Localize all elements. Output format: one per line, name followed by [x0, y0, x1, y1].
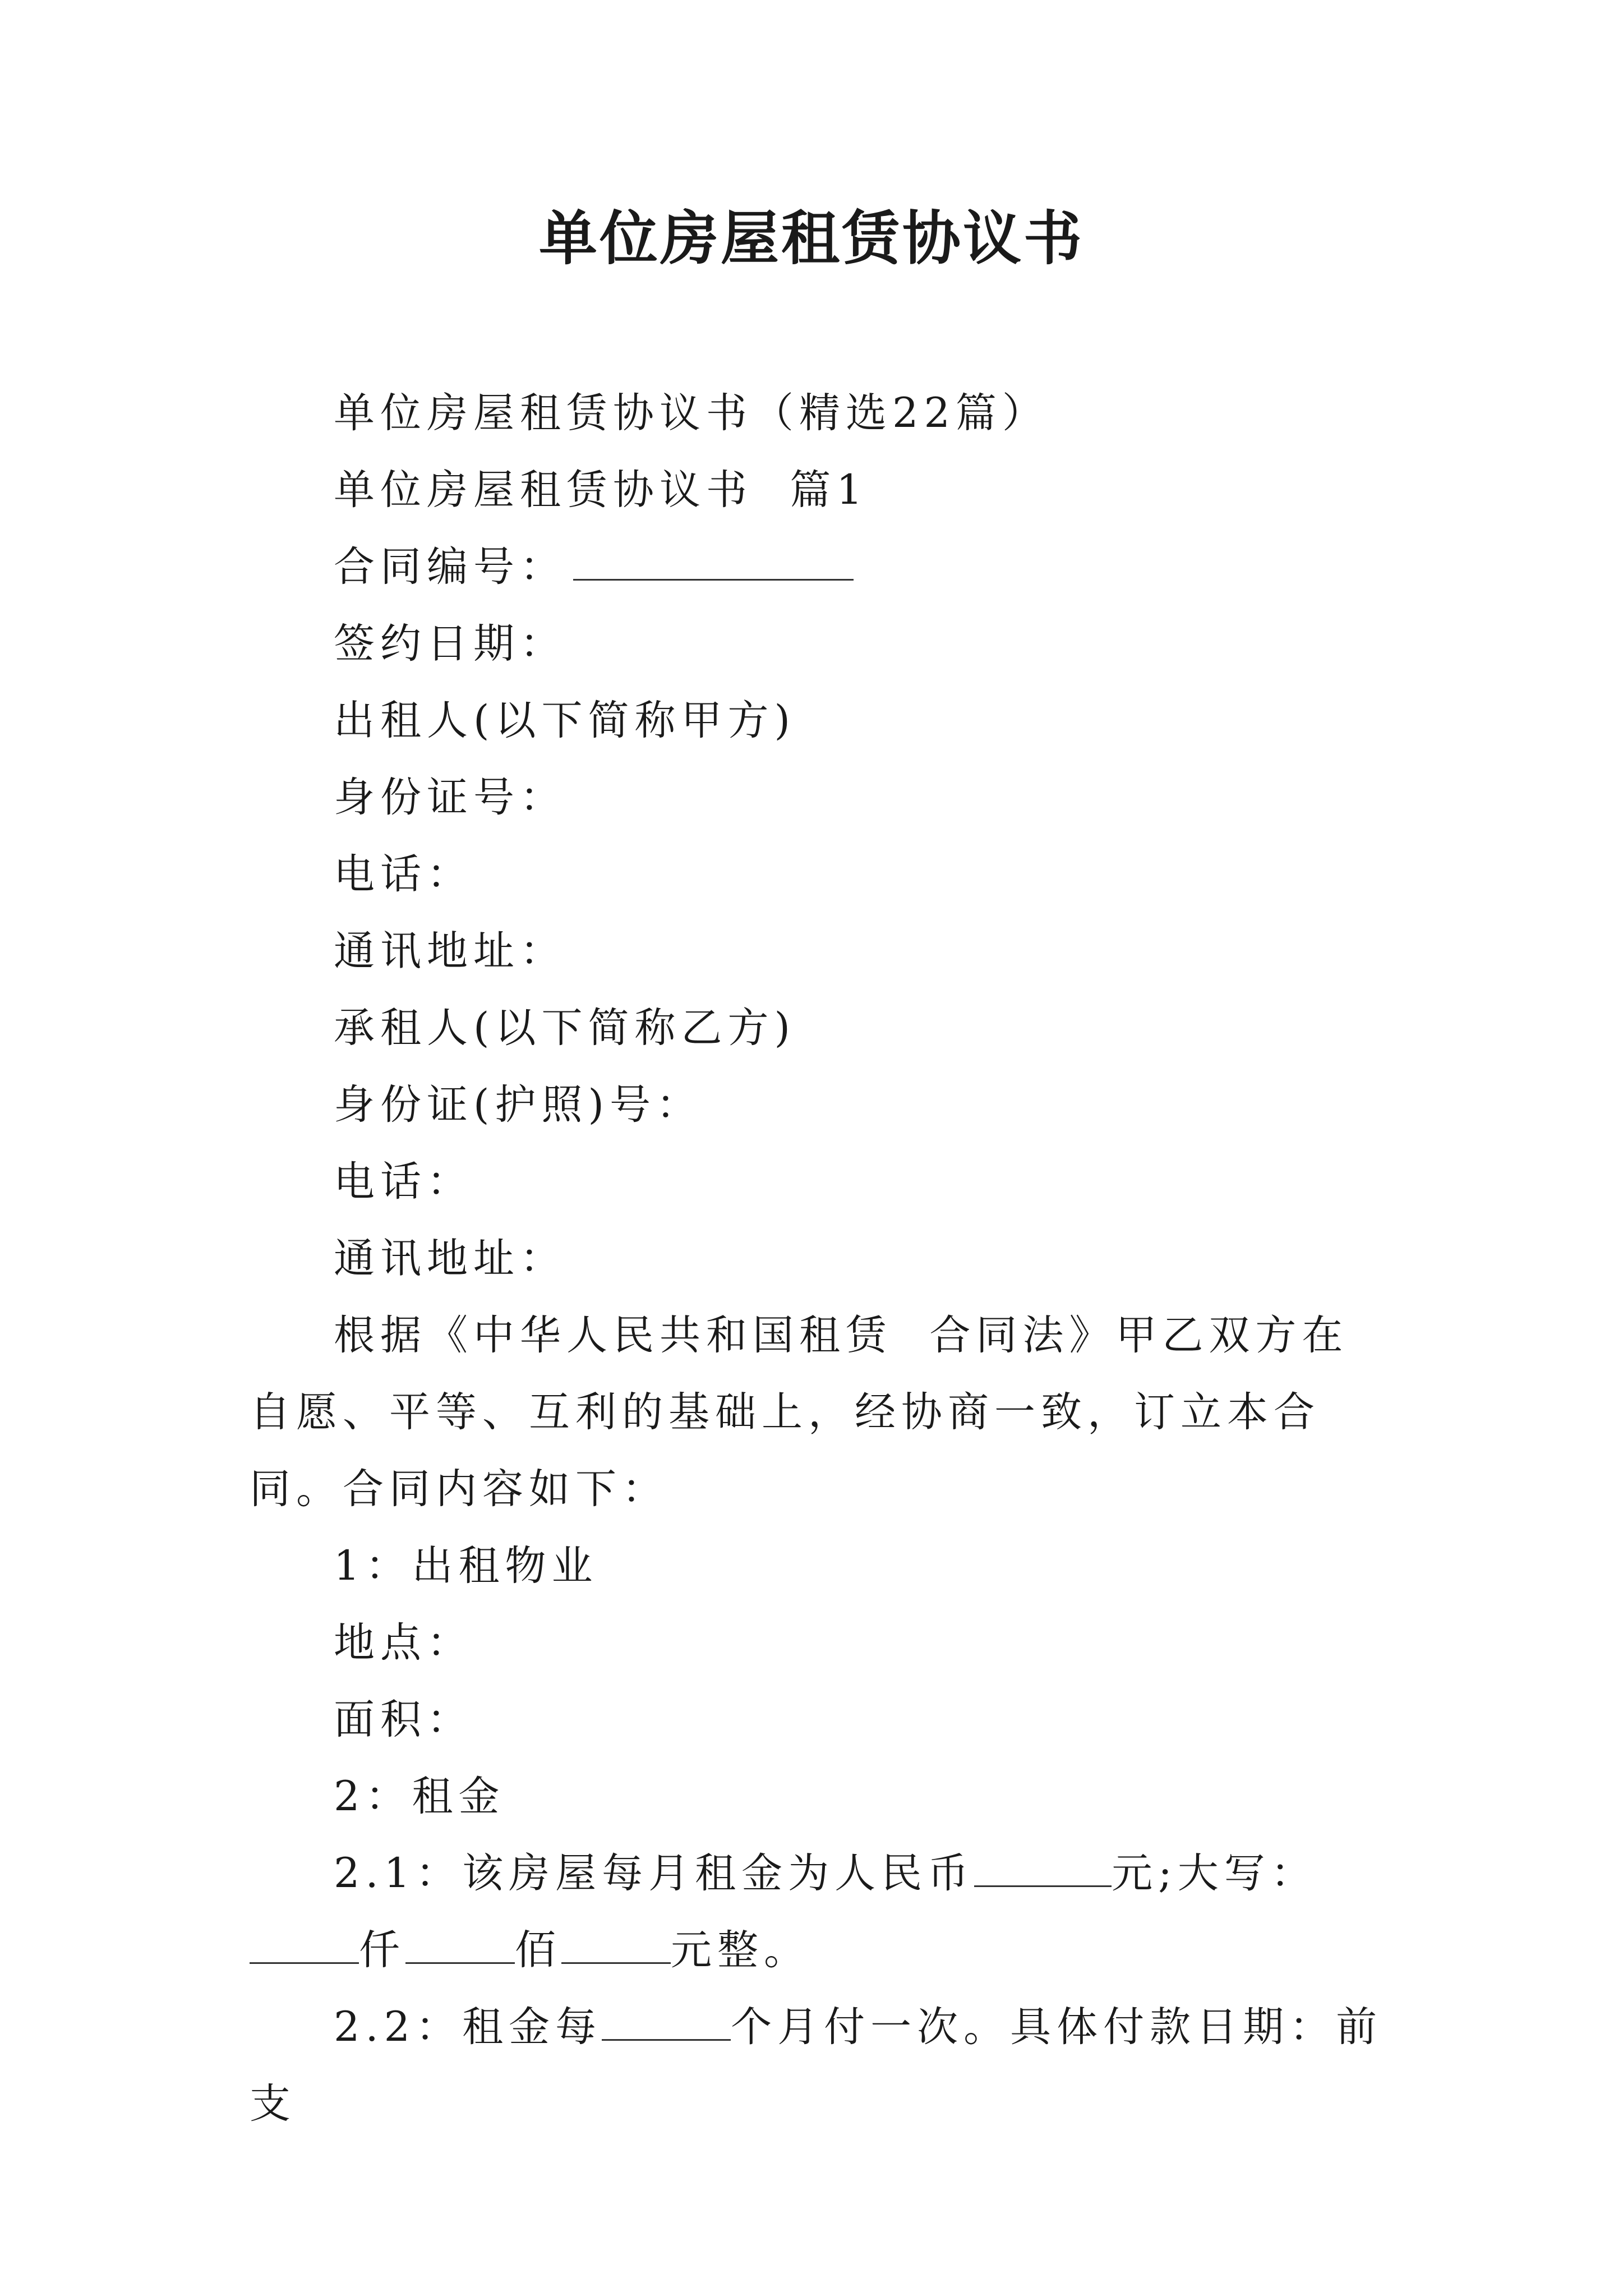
- clause-2-1-paragraph: [250, 1835, 1385, 1989]
- lessee-id-line: 身份证(护照)号：: [334, 1081, 703, 1129]
- lessor-id-line: 身份证号：: [334, 774, 566, 821]
- clause-2-2-text-1: 2.2：租金每: [334, 2003, 602, 2051]
- clause-2-1-text-3: 仟: [359, 1926, 405, 1974]
- payment-interval-blank: [602, 2005, 731, 2041]
- clause-2-1-text-5: 元整。: [671, 1926, 810, 1974]
- contract-number-label: 合同编号：: [334, 543, 566, 591]
- contract-number-line: [250, 528, 1385, 605]
- lessor-phone-line: 电话：: [334, 850, 473, 898]
- rent-words-blank-2: [405, 1929, 515, 1964]
- lessee-line: 承租人(以下简称乙方): [334, 1004, 796, 1052]
- clause-2-heading: 2：租金: [334, 1773, 505, 1820]
- clause-2-1-text-2: 元;大写：: [1112, 1849, 1317, 1897]
- clause-2-2-text-2: 个月付一次。具体付款日期：前支: [250, 2003, 1383, 2128]
- document-body: [250, 375, 1385, 2142]
- sign-date-line: 签约日期：: [334, 620, 566, 668]
- lessee-address-line: 通讯地址：: [334, 1235, 566, 1282]
- rent-words-blank-1: [250, 1929, 359, 1964]
- document-title: 单位房屋租赁协议书: [538, 204, 1084, 273]
- clause-2-1-text-1: 2.1：该房屋每月租金为人民币: [334, 1849, 975, 1897]
- rent-words-blank-3: [561, 1929, 671, 1964]
- location-line: 地点：: [334, 1619, 473, 1667]
- contract-number-blank: [573, 545, 854, 581]
- section-heading: 单位房屋租赁协议书 篇1: [334, 466, 868, 514]
- clause-2-2-paragraph: [250, 1989, 1385, 2142]
- preamble-paragraph: 根据《中华人民共和国租赁 合同法》甲乙双方在自愿、平等、互利的基础上，经协商一致，订立本合同。合同内容如下：: [250, 1312, 1349, 1513]
- lessor-address-line: 通讯地址：: [334, 927, 566, 975]
- subtitle-line: 单位房屋租赁协议书（精选22篇）: [334, 389, 1049, 437]
- clause-2-1-text-4: 佰: [515, 1926, 561, 1974]
- lessee-phone-line: 电话：: [334, 1158, 473, 1205]
- clause-1-heading: 1：出租物业: [334, 1542, 598, 1590]
- area-line: 面积：: [334, 1696, 473, 1743]
- lessor-line: 出租人(以下简称甲方): [334, 697, 796, 744]
- rent-amount-blank: [974, 1852, 1112, 1887]
